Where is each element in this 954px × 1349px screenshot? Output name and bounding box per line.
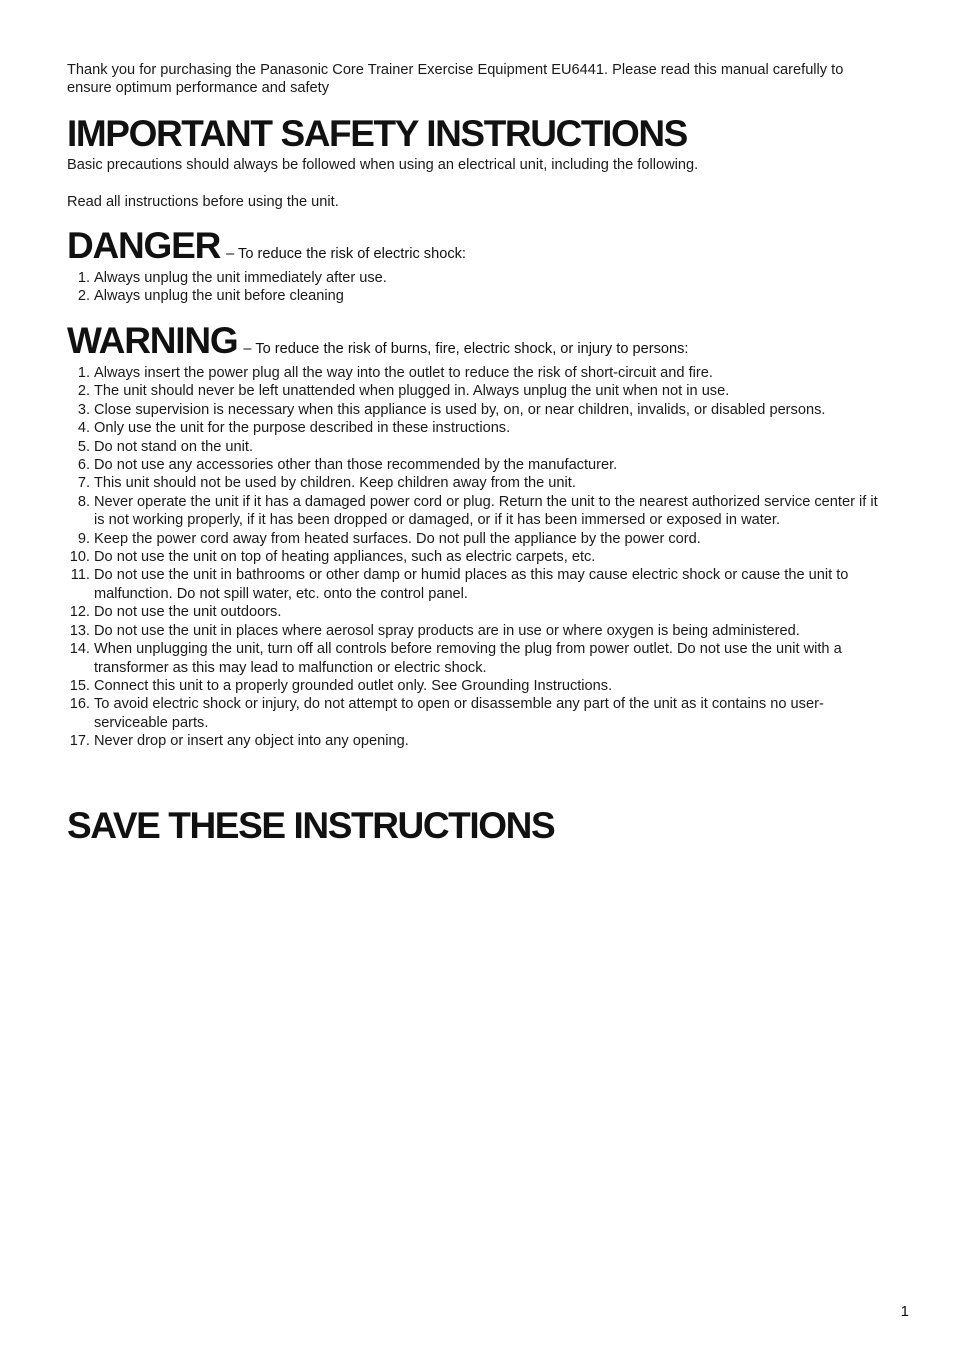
list-item — [67, 622, 885, 640]
list-item-text: Close supervision is necessary when this appliance is used by, on, or near children, invalids, or disabled persons. — [94, 401, 826, 418]
list-item — [67, 269, 885, 287]
danger-heading — [67, 226, 466, 266]
list-item — [67, 732, 885, 750]
intro-paragraph: Thank you for purchasing the Panasonic Core Trainer Exercise Equipment EU6441. Please read this manual carefully to ensure optimum performance and safety — [67, 62, 844, 96]
list-item-text: To avoid electric shock or injury, do not attempt to open or disassemble any part of the unit as it contains no user-serviceable parts. — [94, 696, 824, 731]
list-item — [67, 695, 885, 732]
list-item-text: When unplugging the unit, turn off all controls before removing the plug from power outlet. Do not use the unit with a transformer as this may lead to malfunction or electric shock. — [94, 641, 842, 676]
list-item-text: Do not stand on the unit. — [94, 438, 254, 455]
list-item-text: Do not use any accessories other than those recommended by the manufacturer. — [94, 457, 618, 474]
list-item-number: 17. — [69, 733, 90, 750]
basic-precautions-text: Basic precautions should always be followed when using an electrical unit, including the following. — [67, 157, 699, 173]
list-item-number: 6. — [77, 457, 90, 474]
list-item-text: Do not use the unit outdoors. — [94, 604, 282, 621]
list-item-text: Never drop or insert any object into any opening. — [94, 733, 409, 750]
warning-subtitle: – To reduce the risk of burns, fire, electric shock, or injury to persons: — [243, 341, 689, 357]
list-item-number: 16. — [69, 696, 90, 713]
list-item-number: 10. — [69, 549, 90, 566]
list-item — [67, 364, 885, 382]
list-item — [67, 566, 885, 603]
list-item-number: 1. — [77, 365, 90, 381]
list-item — [67, 603, 885, 621]
warning-list — [67, 364, 885, 751]
list-item-text: Do not use the unit in places where aerosol spray products are in use or where oxygen is being administered. — [94, 622, 800, 639]
list-item-number: 7. — [77, 475, 90, 492]
list-item — [67, 401, 885, 419]
save-instructions-title: SAVE THESE INSTRUCTIONS — [67, 805, 555, 846]
warning-word: WARNING — [67, 320, 238, 361]
danger-list — [67, 269, 885, 306]
warning-heading — [67, 321, 688, 361]
list-item — [67, 456, 885, 474]
list-item-number: 15. — [69, 677, 90, 694]
danger-subtitle: – To reduce the risk of electric shock: — [226, 246, 466, 262]
list-item-number: 8. — [77, 493, 90, 510]
list-item-text: Never operate the unit if it has a damaged power cord or plug. Return the unit to the nearest authorized service center if it is not working properly, if it has been dropped or damaged, or if it has been immersed or exposed in water. — [94, 493, 878, 529]
list-item-number: 4. — [77, 420, 90, 437]
list-item-text: Always unplug the unit before cleaning — [94, 288, 344, 305]
list-item — [67, 438, 885, 456]
list-item-text: The unit should never be left unattended when plugged in. Always unplug the unit when not in use. — [94, 383, 730, 400]
list-item-number: 13. — [69, 622, 90, 639]
list-item — [67, 548, 885, 566]
list-item — [67, 640, 885, 677]
list-item — [67, 382, 885, 400]
list-item-number: 1. — [77, 270, 90, 286]
list-item — [67, 493, 885, 530]
list-item-number: 14. — [69, 641, 90, 658]
list-item-text: Only use the unit for the purpose described in these instructions. — [94, 420, 511, 437]
list-item — [67, 287, 885, 305]
list-item-number: 2. — [77, 288, 90, 305]
danger-word: DANGER — [67, 225, 221, 266]
list-item-text: Do not use the unit on top of heating appliances, such as electric carpets, etc. — [94, 549, 596, 566]
list-item-number: 2. — [77, 383, 90, 400]
page-number: 1 — [900, 1303, 909, 1320]
list-item-text: Keep the power cord away from heated surfaces. Do not pull the appliance by the power cord. — [94, 530, 701, 547]
list-item — [67, 419, 885, 437]
list-item-number: 12. — [69, 604, 90, 621]
list-item-text: Connect this unit to a properly grounded outlet only. See Grounding Instructions. — [94, 677, 613, 694]
list-item-text: Always unplug the unit immediately after use. — [94, 270, 387, 286]
list-item-number: 5. — [77, 438, 90, 455]
list-item — [67, 530, 885, 548]
important-safety-title: IMPORTANT SAFETY INSTRUCTIONS — [67, 113, 687, 154]
list-item-number: 11. — [70, 567, 90, 584]
list-item-text: Always insert the power plug all the way into the outlet to reduce the risk of short-circuit and fire. — [94, 365, 713, 381]
list-item-text: Do not use the unit in bathrooms or other damp or humid places as this may cause electric shock or cause the unit to malfunction. Do not spill water, etc. onto the control panel. — [94, 567, 849, 602]
list-item-number: 9. — [77, 530, 90, 547]
list-item — [67, 677, 885, 695]
list-item — [67, 474, 885, 492]
list-item-number: 3. — [77, 401, 90, 418]
list-item-text: This unit should not be used by children. Keep children away from the unit. — [94, 475, 576, 492]
read-instructions-text: Read all instructions before using the unit. — [67, 194, 339, 210]
